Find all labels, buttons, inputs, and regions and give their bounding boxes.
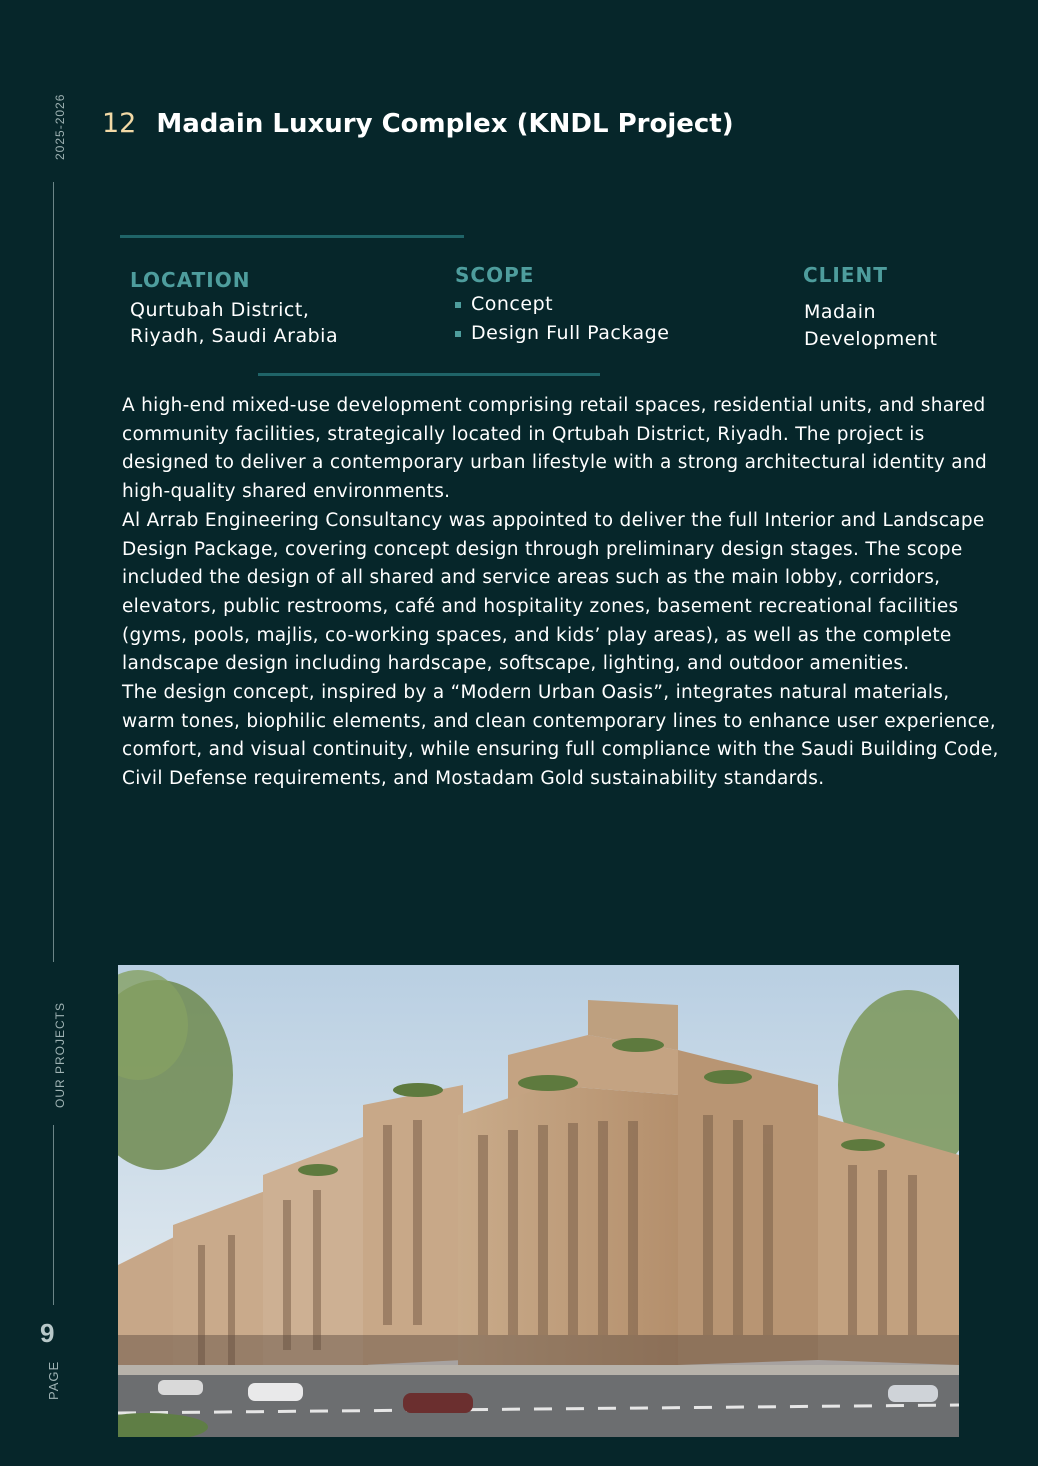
project-title: Madain Luxury Complex (KNDL Project) [156, 109, 734, 139]
location-line-1: Qurtubah District, [130, 299, 310, 321]
description-paragraph: A high-end mixed-use development comprising retail spaces, residential units, and shared community facilities, strategically located in Qrtubah District, Riyadh. The project is designed to deliver a contemporary urban lifestyle with a strong architectural identity and high-quality shared environments. [122, 395, 988, 503]
page-label: PAGE [46, 1360, 61, 1400]
middle-rule [258, 373, 600, 376]
building-render-illustration [118, 965, 959, 1437]
bullet-icon [455, 302, 461, 308]
rail-section: OUR PROJECTS [53, 1001, 67, 1108]
scope-label: SCOPE [455, 263, 535, 287]
scope-item [455, 290, 669, 319]
bullet-icon [455, 331, 461, 337]
project-render-image [118, 965, 959, 1437]
description-paragraph: The design concept, inspired by a “Modern Urban Oasis”, integrates natural materials, warm tones, biophilic elements, and clean contemporary lines to enhance user experience, comfort, and visual continuity, while ensuring full compliance with the Saudi Building Code, Civil Defense requirements, and Mostadam Gold sustainability standards. [122, 682, 999, 790]
location-label: LOCATION [130, 268, 251, 292]
client-line-2: Development [804, 328, 938, 350]
location-line-2: Riyadh, Saudi Arabia [130, 325, 339, 347]
description-paragraph: Al Arrab Engineering Consultancy was appointed to deliver the full Interior and Landscape Design Package, covering concept design through preliminary design stages. The scope included the design of all shared and service areas such as the main lobby, corridors, elevators, public restrooms, café and hospitality zones, basement recreational facilities (gyms, pools, majlis, co-working spaces, and kids’ play areas), as well as the complete landscape design including hardscape, softscape, lighting, and outdoor amenities. [122, 509, 985, 675]
project-description [122, 392, 1002, 794]
project-number: 12 [102, 108, 137, 139]
page-number: 9 [40, 1318, 55, 1348]
scope-item-label: Concept [471, 293, 554, 315]
scope-item-label: Design Full Package [471, 322, 670, 344]
scope-list [455, 290, 669, 348]
scope-item [455, 319, 669, 348]
rail-divider-top [53, 182, 54, 962]
project-heading [102, 108, 734, 139]
client-label: CLIENT [803, 263, 888, 287]
top-rule [120, 235, 464, 238]
client-line-1: Madain [804, 301, 877, 323]
rail-years: 2025-2026 [53, 93, 67, 160]
rail-divider-bottom [53, 1125, 54, 1305]
